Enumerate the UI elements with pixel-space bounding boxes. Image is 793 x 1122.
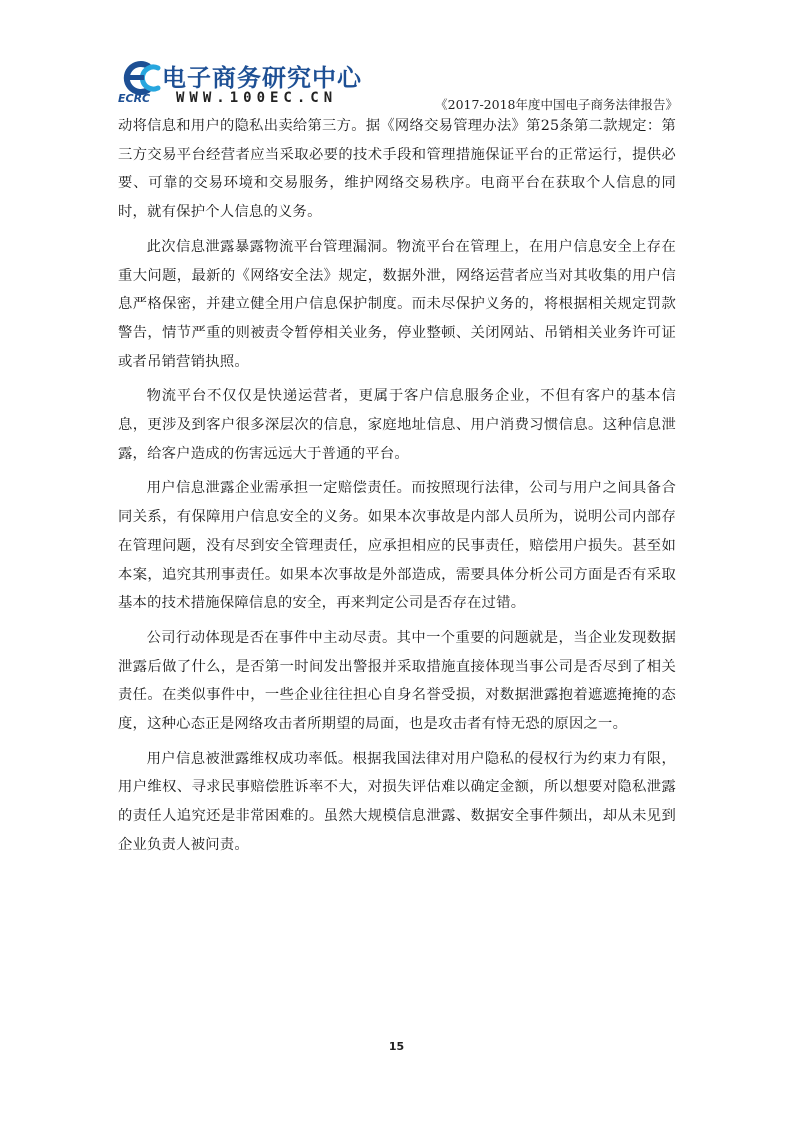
main-content (118, 112, 676, 866)
logo-abbreviation: ECRC (118, 92, 151, 105)
page-number: 15 (388, 1040, 405, 1053)
paragraph-rights-protection: 用户信息被泄露维权成功率低。根据我国法律对用户隐私的侵权行为约束力有限，用户维权、寻求民事赔偿胜诉率不大，对损失评估难以确定金额，所以想要对隐私泄露的责任人追究还是非常困难的。虽然大规模信息泄露、数据安全事件频出，却从未见到企业负责人被问责。 (118, 750, 676, 853)
page-header (118, 58, 678, 112)
paragraph-logistics-loophole: 此次信息泄露暴露物流平台管理漏洞。物流平台在管理上，在用户信息安全上存在重大问题，最新的《网络安全法》规定，数据外泄，网络运营者应当对其收集的用户信息严格保密，并建立健全用户信息保护制度。而未尽保护义务的，将根据相关规定罚款警告，情节严重的则被责令暂停相关业务，停业整顿、关闭网站、吊销相关业务许可证或者吊销营销执照。 (118, 238, 676, 370)
paragraph-compensation: 用户信息泄露企业需承担一定赔偿责任。而按照现行法律，公司与用户之间具备合同关系，有保障用户信息安全的义务。如果本次事故是内部人员所为，说明公司内部存在管理问题，没有尽到安全管理责任，应承担相应的民事责任，赔偿用户损失。甚至如本案，追究其刑事责任。如果本次事故是外部造成，需要具体分析公司方面是否有采取基本的技术措施保障信息的安全，再来判定公司是否存在过错。 (118, 480, 676, 612)
report-title: 《2017-2018年度中国电子商务法律报告》 (435, 97, 678, 112)
paragraph-logistics-platform: 物流平台不仅仅是快递运营者，更属于客户信息服务企业，不但有客户的基本信息，更涉及到客户很多深层次的信息，家庭地址信息、用户消费习惯信息。这种信息泄露，给客户造成的伤害远远大于普通的平台。 (118, 388, 676, 462)
logo-website: WWW.100EC.CN (176, 90, 338, 106)
ec-logo-icon (118, 60, 164, 96)
logo-chinese-name: 电子商务研究中心 (162, 64, 362, 92)
paragraph-company-action: 公司行动体现是否在事件中主动尽责。其中一个重要的问题就是，当企业发现数据泄露后做了什么，是否第一时间发出警报并采取措施直接体现当事公司是否尽到了相关责任。在类似事件中，一些企业往往担心自身名誉受损，对数据泄露抱着遮遮掩掩的态度，这种心态正是网络攻击者所期望的局面，也是攻击者有恃无恐的原因之一。 (118, 629, 676, 733)
paragraph-continuation: 动将信息和用户的隐私出卖给第三方。据《网络交易管理办法》第25条第二款规定：第三方交易平台经营者应当采取必要的技术手段和管理措施保证平台的正常运行，提供必要、可靠的交易环境和交易服务，维护网络交易秩序。电商平台在获取个人信息的同时，就有保护个人信息的义务。 (118, 118, 676, 221)
